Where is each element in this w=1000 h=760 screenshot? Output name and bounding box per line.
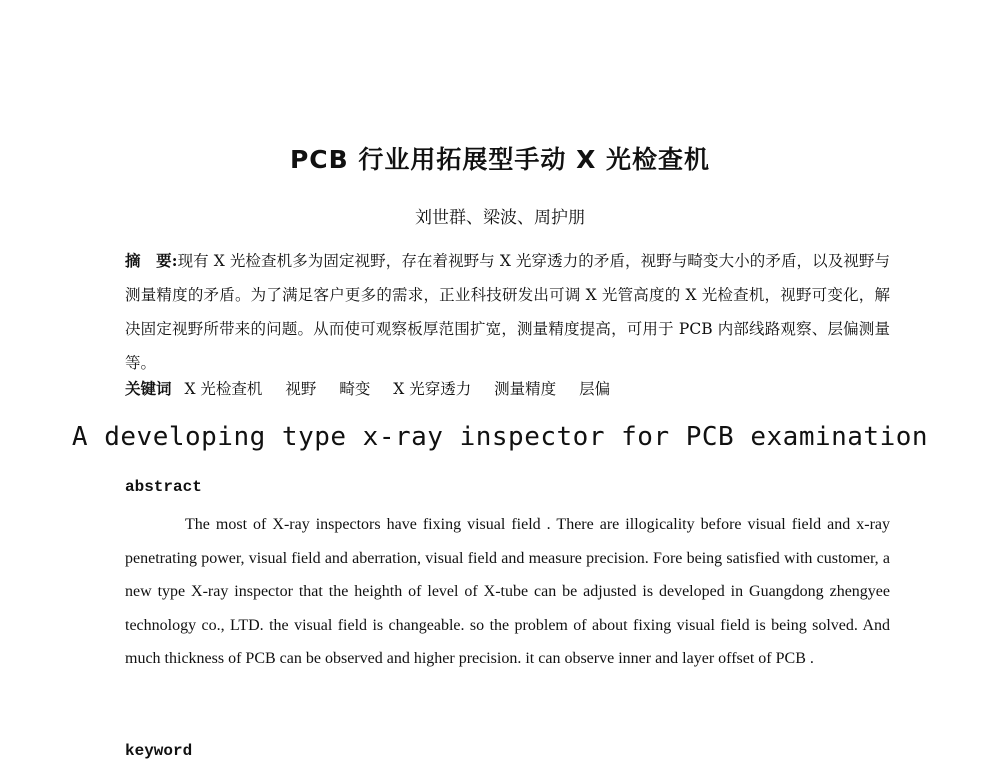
english-title: A developing type x-ray inspector for PCB examination bbox=[71, 422, 929, 452]
chinese-abstract-text: 现有 X 光检查机多为固定视野，存在着视野与 X 光穿透力的矛盾，视野与畸变大小的矛盾，以及视野与测量精度的矛盾。为了满足客户更多的需求，正业科技研发出可调 X 光管高度的 X 光检查机，视野可变化，解决固定视野所带来的问题。从而使可观察板厚范围扩宽，测量精度提高，可用于 PCB 内部线路观察、层偏测量等。 bbox=[125, 252, 890, 372]
english-abstract-text: The most of X-ray inspectors have fixing visual field . There are illogicality before visual field and x-ray penetrating power, visual field and aberration, visual field and measure precision. Fore being satisfied with customer, a new type X-ray inspector that the heighth of level of X-tube can be adjusted is developed in Guangdong zhengyee technology co., LTD. the visual field is changeable. so the problem of about fixing visual field is being solved. And much thickness of PCB can be observed and higher precision. it can observe inner and layer offset of PCB . bbox=[125, 516, 890, 667]
keyword-item: 畸变 bbox=[339, 380, 371, 398]
english-keyword-label: keyword bbox=[125, 742, 193, 760]
keyword-item: 视野 bbox=[285, 380, 317, 398]
keyword-item: 测量精度 bbox=[494, 380, 557, 398]
keyword-item: X 光穿透力 bbox=[393, 380, 472, 398]
chinese-keywords-label: 关键词 bbox=[125, 379, 172, 398]
keyword-item: 层偏 bbox=[579, 380, 611, 398]
chinese-abstract-label: 摘 要: bbox=[125, 251, 178, 270]
english-abstract bbox=[125, 508, 890, 676]
chinese-abstract bbox=[125, 244, 890, 380]
keyword-item: X 光检查机 bbox=[184, 380, 263, 398]
chinese-keywords bbox=[125, 376, 890, 402]
paper-title: PCB 行业用拓展型手动 X 光检查机 bbox=[289, 145, 711, 174]
english-abstract-label: abstract bbox=[125, 478, 202, 496]
author-list: 刘世群、梁波、周护朋 bbox=[415, 208, 585, 228]
